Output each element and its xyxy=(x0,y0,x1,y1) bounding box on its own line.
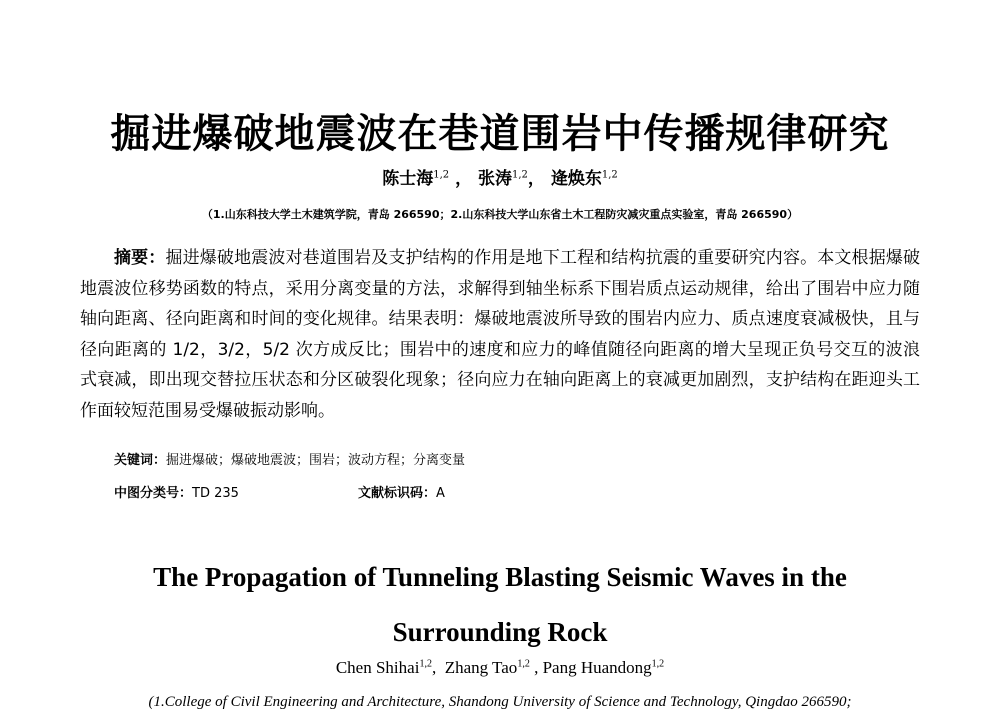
author-affiliation-mark: 1,2 xyxy=(601,169,618,181)
chinese-keywords xyxy=(114,449,465,468)
english-authors xyxy=(0,658,1000,678)
english-title-line: The Propagation of Tunneling Blasting Seismic Waves in the xyxy=(153,562,847,592)
clc-label: 中图分类号： xyxy=(114,486,193,501)
author-name: Pang Huandong xyxy=(542,658,652,677)
english-title xyxy=(0,550,1000,660)
document-code xyxy=(358,482,445,501)
chinese-abstract xyxy=(80,243,920,426)
chinese-authors xyxy=(0,164,1000,189)
author-affiliation-mark: 1,2 xyxy=(419,658,432,670)
author-separator: , xyxy=(529,658,543,677)
author-name: Chen Shihai xyxy=(335,658,420,677)
author-affiliation-mark: 1,2 xyxy=(651,658,665,670)
author-affiliation-mark: 1,2 xyxy=(433,169,450,181)
english-affiliation: (1.College of Civil Engineering and Architecture, Shandong University of Science and Technology, Qingdao 266590; xyxy=(148,694,852,710)
abstract-text: 掘进爆破地震波对巷道围岩及支护结构的作用是地下工程和结构抗震的重要研究内容。本文根据爆破地震波位移势函数的特点，采用分离变量的方法，求解得到轴坐标系下围岩质点运动规律，给出了围岩中应力随轴向距离、径向距离和时间的变化规律。结果表明：爆破地震波所导致的围岩内应力、质点速度衰减极快，且与径向距离的 1/2，3/2，5/2 次方成反比；围岩中的速度和应力的峰值随径向距离的增大呈现正负号交互的波浪式衰减，即出现交替拉压状态和分区破裂化现象；径向应力在轴向距离上的衰减更加剧烈，支护结构在距迎头工作面较短范围易受爆破振动影响。 xyxy=(80,248,921,421)
chinese-title: 掘进爆破地震波在巷道围岩中传播规律研究 xyxy=(110,111,890,157)
author-name: 逄焕东 xyxy=(550,169,602,189)
author-separator: ， xyxy=(527,169,545,189)
author-name: 陈士海 xyxy=(382,169,434,189)
clc-value: TD 235 xyxy=(192,486,239,501)
keywords-text: 掘进爆破；爆破地震波；围岩；波动方程；分离变量 xyxy=(166,453,466,468)
document-code-label: 文献标识码： xyxy=(358,486,437,501)
author-affiliation-mark: 1,2 xyxy=(512,169,528,181)
author-name: 张涛 xyxy=(478,169,512,189)
chinese-affiliation: （1.山东科技大学土木建筑学院，青岛 266590；2.山东科技大学山东省土木工程防灾减灾重点实验室，青岛 266590） xyxy=(201,208,799,221)
english-title-line: Surrounding Rock xyxy=(392,617,608,647)
author-affiliation-mark: 1,2 xyxy=(517,658,530,670)
keywords-label: 关键词： xyxy=(114,453,167,468)
classification-row xyxy=(114,482,614,501)
author-name: Zhang Tao xyxy=(444,658,518,677)
author-separator: ， xyxy=(455,169,473,189)
document-code-value: A xyxy=(436,486,445,501)
abstract-label: 摘要： xyxy=(114,248,166,268)
author-separator: , xyxy=(431,658,445,677)
